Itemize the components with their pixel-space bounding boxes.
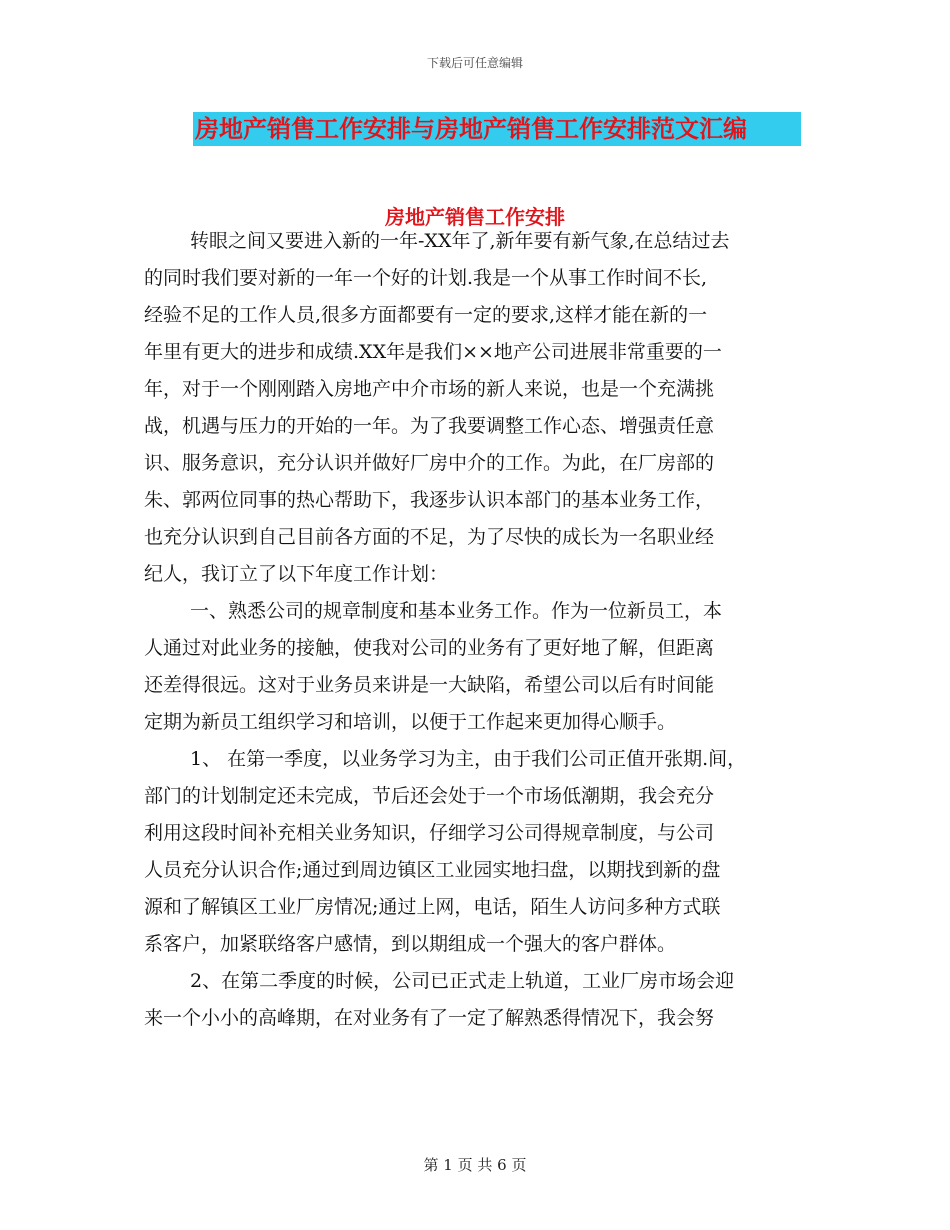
body-line: 2、在第二季度的时候，公司已正式走上轨道，工业厂房市场会迎	[190, 970, 735, 992]
body-line: 人通过对此业务的接触，使我对公司的业务有了更好地了解，但距离	[144, 637, 715, 659]
page-footer: 第 1 页 共 6 页	[423, 1156, 527, 1174]
body-line: 纪人，我订立了以下年度工作计划：	[144, 563, 449, 585]
body-line: 还差得很远。这对于业务员来讲是一大缺陷，希望公司以后有时间能	[144, 674, 715, 696]
body-line: 系客户，加紧联络客户感情，到以期组成一个强大的客户群体。	[144, 933, 677, 955]
body-line: 也充分认识到自己目前各方面的不足，为了尽快的成长为一名职业经	[144, 526, 715, 548]
body-line: 来一个小小的高峰期，在对业务有了一定了解熟悉得情况下，我会努	[144, 1007, 715, 1029]
body-line: 一、熟悉公司的规章制度和基本业务工作。作为一位新员工，本	[190, 600, 723, 622]
body-line: 源和了解镇区工业厂房情况;通过上网，电话，陌生人访问多种方式联	[144, 896, 721, 918]
body-line: 年里有更大的进步和成绩.XX年是我们××地产公司进展非常重要的一	[144, 341, 722, 363]
body-line: 部门的计划制定还未完成，节后还会处于一个市场低潮期，我会充分	[144, 785, 715, 807]
body-line: 利用这段时间补充相关业务知识，仔细学习公司得规章制度，与公司	[144, 822, 715, 844]
body-line: 年，对于一个刚刚踏入房地产中介市场的新人来说，也是一个充满挑	[144, 378, 715, 400]
body-line: 1、 在第一季度，以业务学习为主，由于我们公司正值开张期.间，	[190, 748, 747, 770]
body-line: 转眼之间又要进入新的一年-XX年了,新年要有新气象,在总结过去	[190, 230, 730, 252]
body-line: 经验不足的工作人员,很多方面都要有一定的要求,这样才能在新的一	[144, 304, 708, 326]
body-line: 识、服务意识，充分认识并做好厂房中介的工作。为此，在厂房部的	[144, 452, 715, 474]
body-line: 人员充分认识合作;通过到周边镇区工业园实地扫盘，以期找到新的盘	[144, 859, 721, 881]
document-title: 房地产销售工作安排与房地产销售工作安排范文汇编	[193, 112, 801, 146]
body-line: 的同时我们要对新的一年一个好的计划.我是一个从事工作时间不长,	[144, 267, 708, 289]
section-title: 房地产销售工作安排	[385, 205, 565, 229]
body-line: 朱、郭两位同事的热心帮助下，我逐步认识本部门的基本业务工作，	[144, 489, 715, 511]
body-line: 战，机遇与压力的开始的一年。为了我要调整工作心态、增强责任意	[144, 415, 715, 437]
header-note: 下载后可任意编辑	[426, 56, 523, 70]
body-line: 定期为新员工组织学习和培训，以便于工作起来更加得心顺手。	[144, 711, 677, 733]
